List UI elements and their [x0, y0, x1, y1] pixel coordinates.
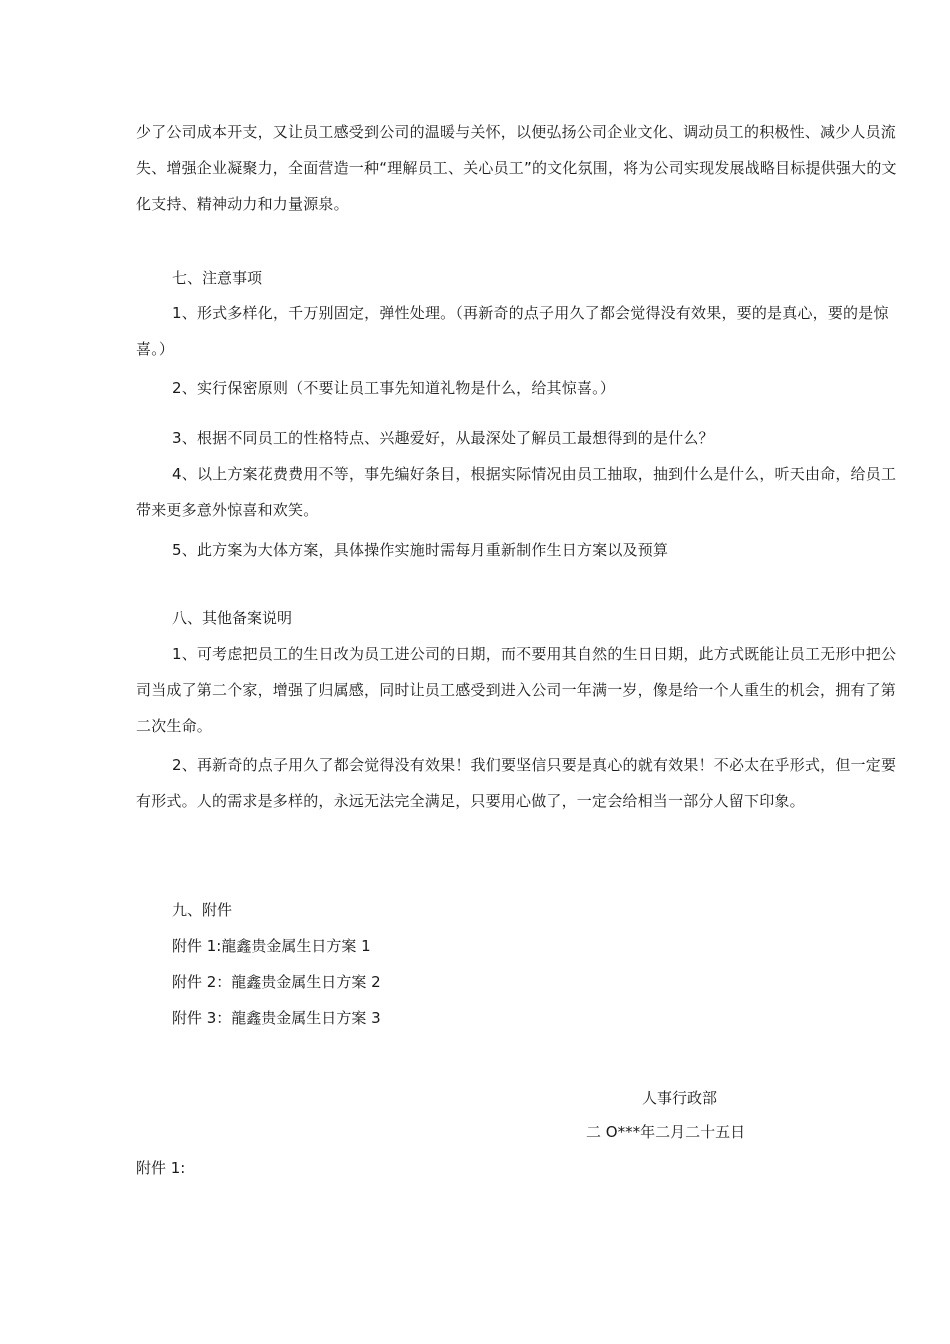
section-7-item-3: 3、根据不同员工的性格特点、兴趣爱好，从最深处了解员工最想得到的是什么？ [172, 429, 714, 447]
signature-date: 二 O***年二月二十五日 [586, 1123, 746, 1141]
signature-department: 人事行政部 [642, 1089, 718, 1107]
attachment-item-3: 附件 3：龍鑫贵金属生日方案 3 [172, 1009, 381, 1027]
section-7-item-2: 2、实行保密原则（不要让员工事先知道礼物是什么，给其惊喜。） [172, 379, 616, 397]
section-7-title: 七、注意事项 [172, 269, 263, 287]
section-7-item-1: 1、形式多样化，千万别固定，弹性处理。（再新奇的点子用久了都会觉得没有效果，要的是真心，要的是惊喜。） [136, 304, 889, 358]
attachment-1-label: 附件 1: [136, 1159, 186, 1177]
section-8-title: 八、其他备案说明 [172, 609, 293, 627]
section-7-item-4: 4、以上方案花费费用不等，事先编好条目，根据实际情况由员工抽取，抽到什么是什么，听天由命，给员工带来更多意外惊喜和欢笑。 [136, 465, 897, 519]
attachment-item-2: 附件 2：龍鑫贵金属生日方案 2 [172, 973, 381, 991]
section-7-item-5: 5、此方案为大体方案，具体操作实施时需每月重新制作生日方案以及预算 [172, 541, 669, 559]
section-8-item-2: 2、再新奇的点子用久了都会觉得没有效果！我们要坚信只要是真心的就有效果！不必太在乎形式，但一定要有形式。人的需求是多样的，永远无法完全满足，只要用心做了，一定会给相当一部分人留下印象。 [136, 756, 897, 810]
section-8-item-1: 1、可考虑把员工的生日改为员工进公司的日期，而不要用其自然的生日日期，此方式既能让员工无形中把公司当成了第二个家，增强了归属感，同时让员工感受到进入公司一年满一岁，像是给一个人重生的机会，拥有了第二次生命。 [136, 645, 897, 735]
intro-paragraph: 少了公司成本开支，又让员工感受到公司的温暖与关怀，以便弘扬公司企业文化、调动员工的积极性、减少人员流失、增强企业凝聚力，全面营造一种“理解员工、关心员工”的文化氛围，将为公司实现发展战略目标提供强大的文化支持、精神动力和力量源泉。 [136, 123, 897, 213]
section-9-title: 九、附件 [172, 901, 233, 919]
attachment-item-1: 附件 1:龍鑫贵金属生日方案 1 [172, 937, 371, 955]
